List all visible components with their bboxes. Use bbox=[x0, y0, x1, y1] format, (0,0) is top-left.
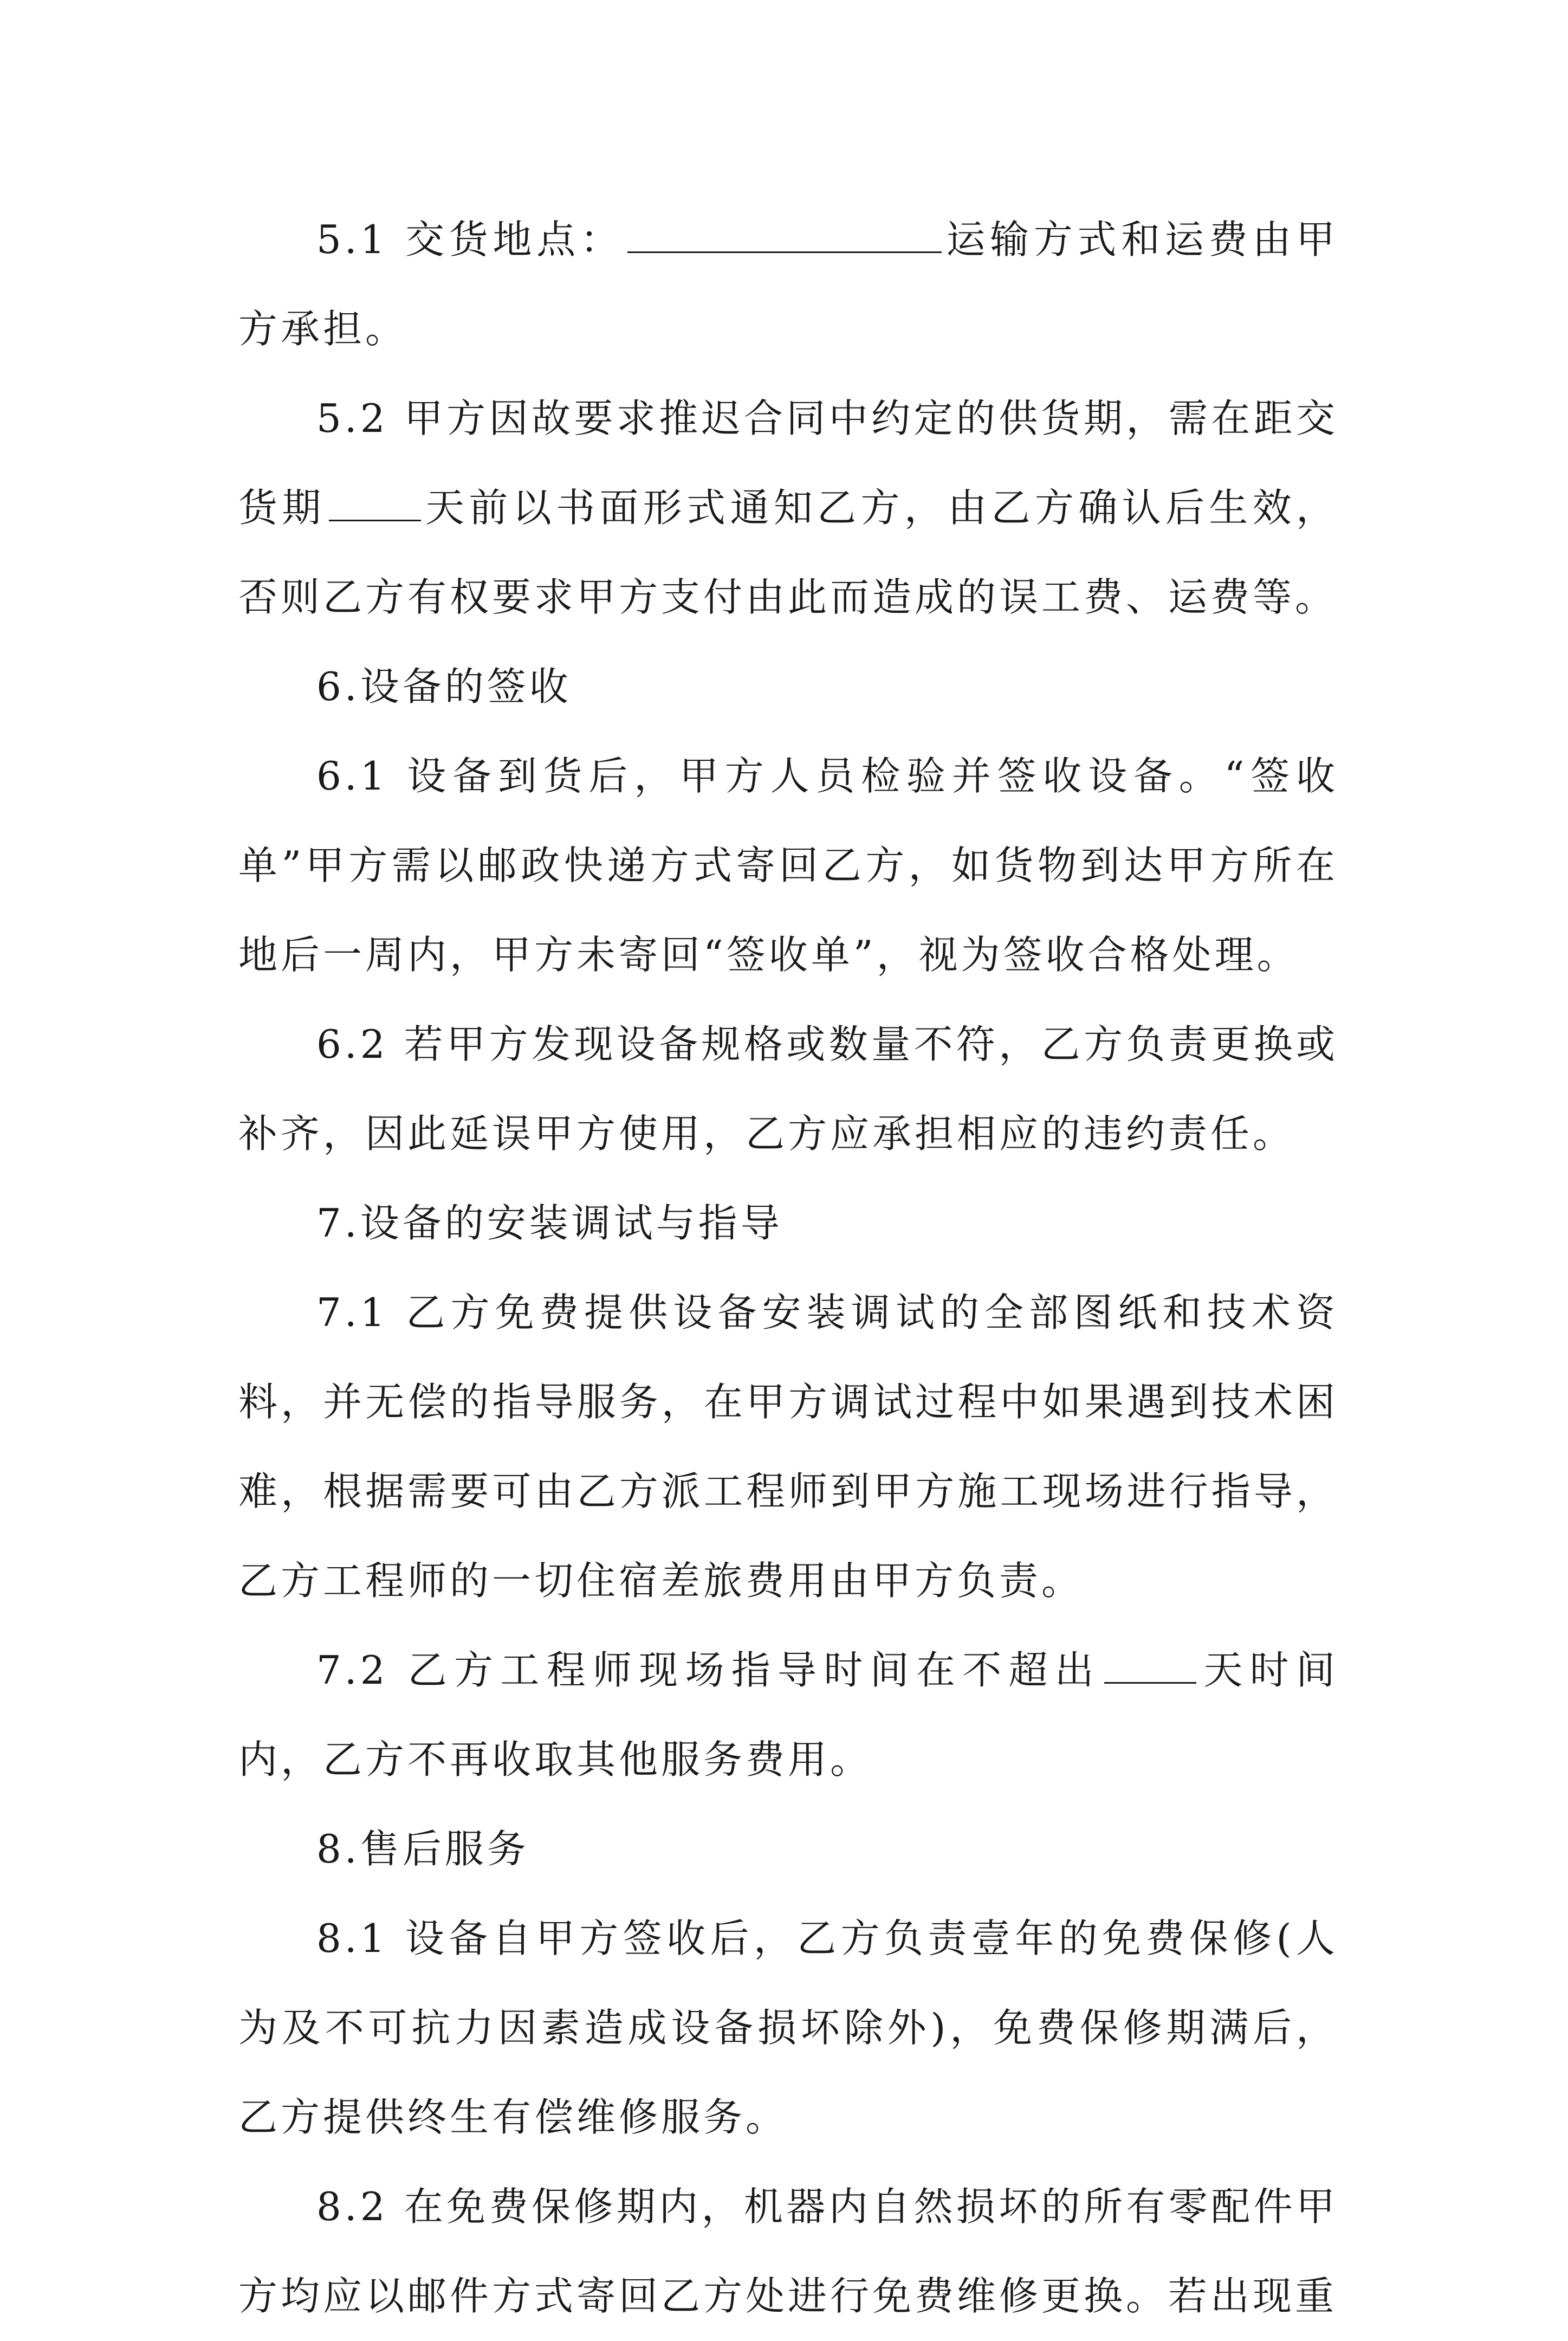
paragraph-text: 7.1 乙方免费提供设备安装调试的全部图纸和技术资料，并无偿的指导服务，在甲方调试过程中如果遇到技术困难，根据需要可由乙方派工程师到甲方施工现场进行指导，乙方工程师的一切住宿差旅费用由甲方负责。 bbox=[238, 1290, 1338, 1603]
paragraph-delivery-location bbox=[238, 195, 1338, 374]
paragraph-acceptance-receipt bbox=[238, 732, 1338, 1000]
onsite-time-text-after: 天时间内，乙方不再收取其他服务费用。 bbox=[238, 1647, 1338, 1782]
delay-notice-text-before: 5.2 甲方因故要求推迟合同中约定的供货期，需在距交货期 bbox=[238, 396, 1338, 531]
paragraph-text: 6.1 设备到货后，甲方人员检验并签收设备。“签收单”甲方需以邮政快递方式寄回乙方，如货物到达甲方所在地后一周内，甲方未寄回“签收单”，视为签收合格处理。 bbox=[238, 753, 1338, 978]
heading-text: 7.设备的安装调试与指导 bbox=[316, 1200, 783, 1246]
paragraph-free-repair bbox=[238, 2162, 1338, 2341]
paragraph-installation-guidance bbox=[238, 1268, 1338, 1626]
paragraph-text: 8.2 在免费保修期内，机器内自然损坏的所有零配件甲方均应以邮件方式寄回乙方处进行免费维修更换。若出现重 bbox=[238, 2184, 1338, 2319]
heading-text: 8.售后服务 bbox=[316, 1826, 529, 1872]
paragraph-text: 8.1 设备自甲方签收后，乙方负责壹年的免费保修(人为及不可抗力因素造成设备损坏除外)，免费保修期满后，乙方提供终生有偿维修服务。 bbox=[238, 1916, 1338, 2140]
delivery-location-text: 运输方式和运费由甲方承担。 bbox=[238, 217, 1338, 352]
paragraph-onsite-time bbox=[238, 1626, 1338, 1805]
heading-text: 6.设备的签收 bbox=[316, 664, 572, 709]
delivery-location-blank[interactable] bbox=[627, 218, 942, 253]
paragraph-delay-notice bbox=[238, 374, 1338, 642]
onsite-time-text-before: 7.2 乙方工程师现场指导时间在不超出 bbox=[316, 1647, 1102, 1693]
delay-days-blank[interactable] bbox=[329, 486, 421, 521]
section-heading-acceptance bbox=[238, 642, 1338, 732]
paragraph-text: 6.2 若甲方发现设备规格或数量不符，乙方负责更换或补齐，因此延误甲方使用，乙方应承担相应的违约责任。 bbox=[238, 1021, 1338, 1156]
document-page bbox=[238, 195, 1338, 2341]
paragraph-warranty bbox=[238, 1894, 1338, 2162]
section-heading-installation bbox=[238, 1179, 1338, 1268]
onsite-days-blank[interactable] bbox=[1104, 1648, 1196, 1684]
section-heading-after-sales bbox=[238, 1805, 1338, 1894]
delay-notice-text-after: 天前以书面形式通知乙方，由乙方确认后生效，否则乙方有权要求甲方支付由此而造成的误工费、运费等。 bbox=[238, 485, 1338, 620]
delivery-location-label: 5.1 交货地点： bbox=[316, 217, 624, 262]
paragraph-acceptance-mismatch bbox=[238, 1000, 1338, 1179]
